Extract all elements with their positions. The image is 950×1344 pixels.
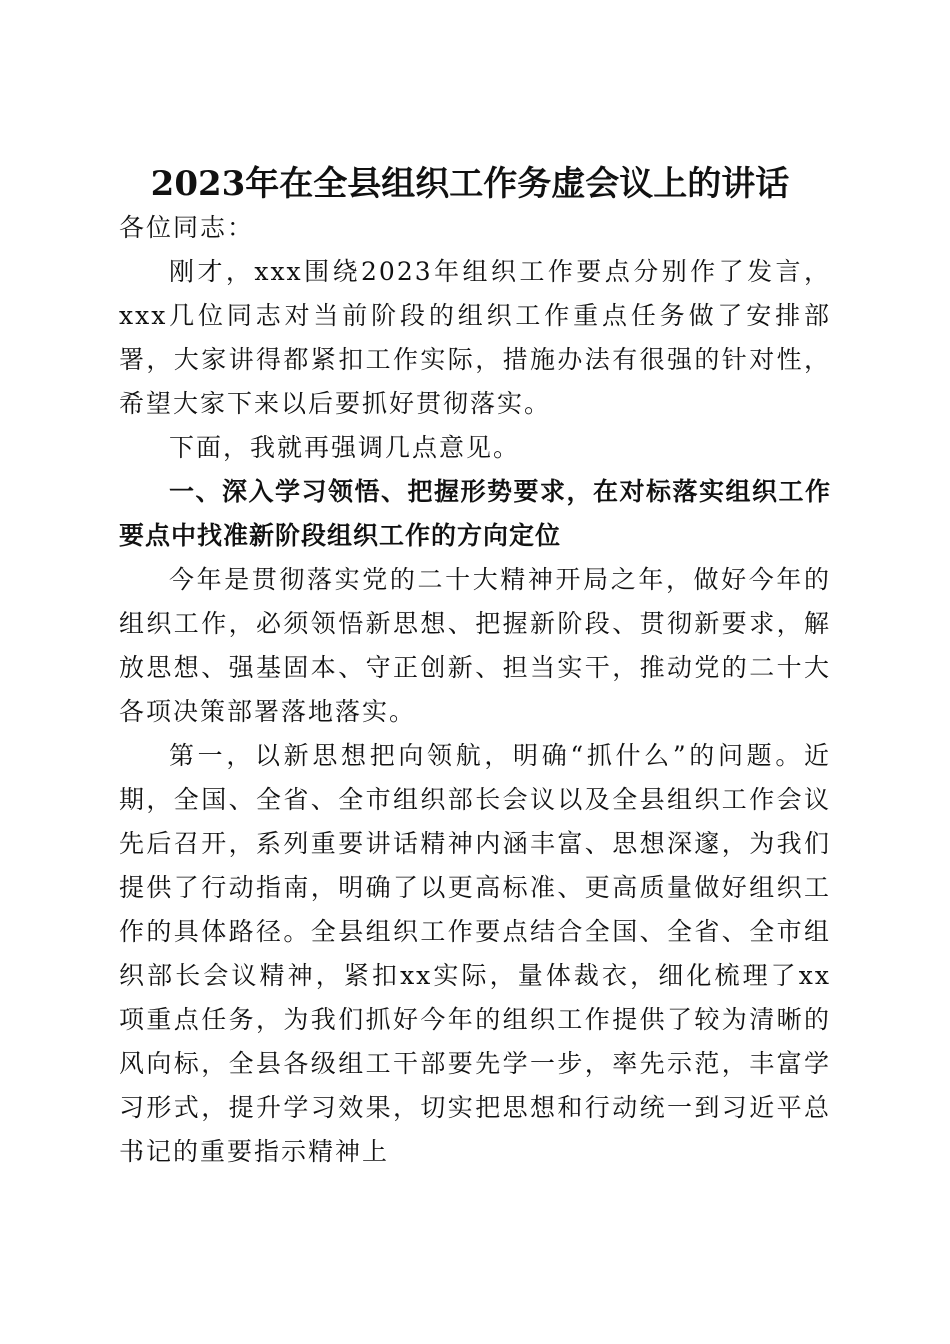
document-title: 2023年在全县组织工作务虚会议上的讲话 bbox=[150, 163, 790, 204]
section-heading: 一、深入学习领悟、把握形势要求，在对标落实组织工作要点中找准新阶段组织工作的方向定位 bbox=[119, 477, 831, 550]
opening-paragraph: 刚才，xxx围绕2023年组织工作要点分别作了发言，xxx几位同志对当前阶段的组织工作重点任务做了安排部署，大家讲得都紧扣工作实际，措施办法有很强的针对性，希望大家下来以后要抓好贯彻落实。 bbox=[119, 257, 831, 418]
salutation: 各位同志： bbox=[119, 213, 255, 242]
transition-paragraph: 下面，我就再强调几点意见。 bbox=[169, 433, 521, 462]
point-one-paragraph: 第一，以新思想把向领航，明确“抓什么”的问题。近期，全国、全省、全市组织部长会议以及全县组织工作会议先后召开，系列重要讲话精神内涵丰富、思想深邃，为我们提供了行动指南，明确了以更高标准、更高质量做好组织工作的具体路径。全县组织工作要点结合全国、全省、全市组织部长会议精神，紧扣xx实际，量体裁衣，细化梳理了xx项重点任务，为我们抓好今年的组织工作提供了较为清晰的风向标，全县各级组工干部要先学一步，率先示范，丰富学习形式，提升学习效果，切实把思想和行动统一到习近平总书记的重要指示精神上 bbox=[119, 741, 831, 1166]
section-paragraph: 今年是贯彻落实党的二十大精神开局之年，做好今年的组织工作，必须领悟新思想、把握新阶段、贯彻新要求，解放思想、强基固本、守正创新、担当实干，推动党的二十大各项决策部署落地落实。 bbox=[119, 565, 831, 726]
document-body bbox=[119, 206, 831, 1174]
